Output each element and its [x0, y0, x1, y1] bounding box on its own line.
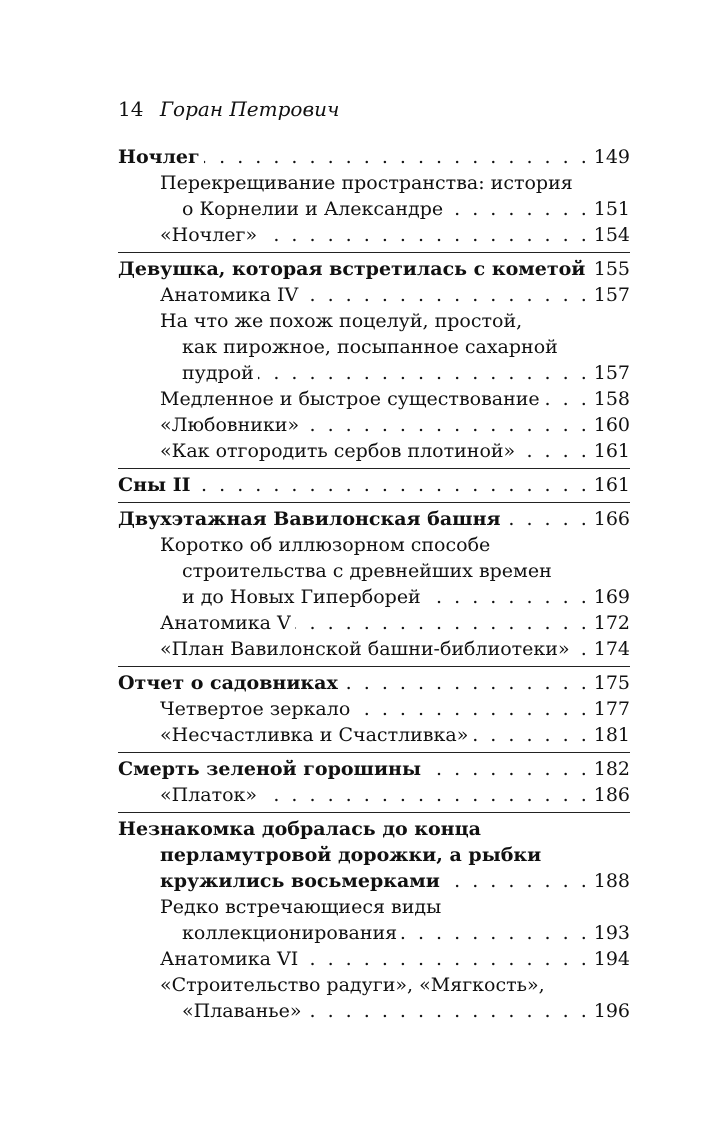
dot-leader: [302, 282, 589, 308]
toc-subentry: [118, 308, 630, 386]
toc-line: [118, 412, 630, 438]
toc-title: Смерть зеленой горошины: [118, 758, 422, 780]
dot-leader: [472, 722, 589, 748]
toc-page-number: 161: [593, 440, 630, 462]
toc-line: [118, 722, 630, 748]
toc-line: [118, 196, 630, 222]
toc-subentry: [118, 282, 630, 308]
toc-line: [118, 144, 630, 170]
toc-page-number: 149: [593, 146, 630, 168]
toc-section-entry: [118, 670, 630, 696]
toc-page-number: 182: [593, 758, 630, 780]
toc-section-entry: [118, 472, 630, 498]
toc-subentry: [118, 386, 630, 412]
toc-title: пудрой: [182, 362, 254, 384]
toc-page-number: 174: [593, 638, 630, 660]
toc-page-number: 194: [593, 948, 630, 970]
page-number: 14: [118, 97, 144, 121]
toc-title: «Ночлег»: [160, 224, 258, 246]
toc-subentry: [118, 170, 630, 222]
dot-leader: [261, 782, 590, 808]
dot-leader: [544, 386, 590, 412]
toc-page-number: 160: [593, 414, 630, 436]
dot-leader: [295, 610, 590, 636]
toc-page-number: 186: [593, 784, 630, 806]
toc-title: «План Вавилонской башни-библиотеки»: [160, 638, 570, 660]
toc-page-number: 177: [593, 698, 630, 720]
dot-leader: [194, 472, 589, 498]
toc-line: [118, 584, 630, 610]
toc-line: [118, 472, 630, 498]
toc-section-entry: [118, 144, 630, 170]
dot-leader: [342, 670, 590, 696]
toc-subentry: [118, 412, 630, 438]
dot-leader: [401, 920, 590, 946]
dot-leader: [425, 756, 590, 782]
dot-leader: [505, 506, 590, 532]
toc-line: [118, 636, 630, 662]
toc-title: коллекционирования: [182, 922, 398, 944]
toc-page-number: 157: [593, 284, 630, 306]
toc-line: На что же похож поцелуй, простой,: [160, 310, 523, 332]
toc-subentry: [118, 222, 630, 248]
toc-page-number: 193: [593, 922, 630, 944]
toc-line: [118, 782, 630, 808]
toc-subentry: [118, 894, 630, 946]
toc-title: «Любовники»: [160, 414, 300, 436]
toc-line: [118, 222, 630, 248]
toc-page-number: 158: [593, 388, 630, 410]
toc-title: «Как отгородить сербов плотиной»: [160, 440, 516, 462]
toc-title: Отчет о садовниках: [118, 672, 338, 694]
section-divider: [118, 752, 630, 753]
dot-leader: [519, 438, 590, 464]
toc-title: Двухэтажная Вавилонская башня: [118, 508, 501, 530]
dot-leader: [258, 360, 590, 386]
toc-page-number: 196: [593, 1000, 630, 1022]
dot-leader: [444, 868, 590, 894]
toc-subentry: [118, 972, 630, 1024]
toc-line: строительства с древнейших времен: [182, 560, 552, 582]
dot-leader: [354, 696, 589, 722]
toc-title: и до Новых Гиперборей: [182, 586, 421, 608]
toc-title: «Плаванье»: [182, 1000, 302, 1022]
toc-title: «Несчастливка и Счастливка»: [160, 724, 469, 746]
dot-leader: [261, 222, 590, 248]
dot-leader: [204, 144, 590, 170]
dot-leader: [574, 636, 590, 662]
toc-line: как пирожное, посыпанное сахарной: [182, 336, 558, 358]
section-divider: [118, 252, 630, 253]
toc-line: [118, 998, 630, 1024]
toc-title: о Корнелии и Александре: [182, 198, 444, 220]
toc-subentry: [118, 782, 630, 808]
toc-line: «Строительство радуги», «Мягкость»,: [160, 974, 545, 996]
section-divider: [118, 468, 630, 469]
toc-line: [118, 282, 630, 308]
toc-title: Анатомика VI: [160, 948, 299, 970]
toc-page-number: 157: [593, 362, 630, 384]
toc-line: [118, 946, 630, 972]
toc-page-number: 154: [593, 224, 630, 246]
toc-page-number: 155: [593, 258, 630, 280]
toc-line: Незнакомка добралась до конца: [118, 818, 481, 840]
toc-page-number: 181: [593, 724, 630, 746]
toc-line: [118, 360, 630, 386]
toc-title: Анатомика V: [160, 612, 291, 634]
toc-line: Перекрещивание пространства: история: [160, 172, 573, 194]
toc-page-number: 166: [593, 508, 630, 530]
toc-title: Четвертое зеркало: [160, 698, 351, 720]
toc-line: Коротко об иллюзорном способе: [160, 534, 491, 556]
running-head: [118, 96, 339, 122]
toc-subentry: [118, 610, 630, 636]
toc-line: [118, 386, 630, 412]
toc-title: Девушка, которая встретилась с кометой: [118, 258, 586, 280]
toc-title: кружились восьмерками: [160, 870, 440, 892]
toc-section-entry: [118, 816, 630, 894]
toc-title: Анатомика IV: [160, 284, 299, 306]
table-of-contents: [118, 144, 630, 1024]
toc-page-number: 161: [593, 474, 630, 496]
toc-line: Редко встречающиеся виды: [160, 896, 442, 918]
dot-leader: [306, 998, 590, 1024]
section-divider: [118, 502, 630, 503]
toc-line: [118, 438, 630, 464]
toc-line: [118, 506, 630, 532]
dot-leader: [425, 584, 590, 610]
toc-subentry: [118, 636, 630, 662]
toc-section-entry: [118, 756, 630, 782]
section-divider: [118, 812, 630, 813]
toc-line: [118, 670, 630, 696]
toc-section-entry: [118, 506, 630, 532]
toc-subentry: [118, 532, 630, 610]
toc-page-number: 175: [593, 672, 630, 694]
section-divider: [118, 666, 630, 667]
toc-line: [118, 756, 630, 782]
toc-line: [118, 920, 630, 946]
toc-title: Сны II: [118, 474, 191, 496]
toc-title: Медленное и быстрое существование: [160, 388, 540, 410]
toc-line: [118, 610, 630, 636]
toc-subentry: [118, 696, 630, 722]
toc-subentry: [118, 438, 630, 464]
dot-leader: [302, 946, 589, 972]
author-name: Горан Петрович: [159, 97, 340, 121]
toc-title: «Платок»: [160, 784, 258, 806]
toc-page-number: 169: [593, 586, 630, 608]
toc-page-number: 188: [593, 870, 630, 892]
toc-line: [118, 256, 630, 282]
toc-section-entry: [118, 256, 630, 282]
toc-page-number: 151: [593, 198, 630, 220]
toc-subentry: [118, 946, 630, 972]
toc-subentry: [118, 722, 630, 748]
toc-title: Ночлег: [118, 146, 200, 168]
toc-line: [118, 696, 630, 722]
dot-leader: [303, 412, 590, 438]
toc-page-number: 172: [593, 612, 630, 634]
toc-line: перламутровой дорожки, а рыбки: [160, 844, 542, 866]
dot-leader: [447, 196, 590, 222]
toc-line: [118, 868, 630, 894]
